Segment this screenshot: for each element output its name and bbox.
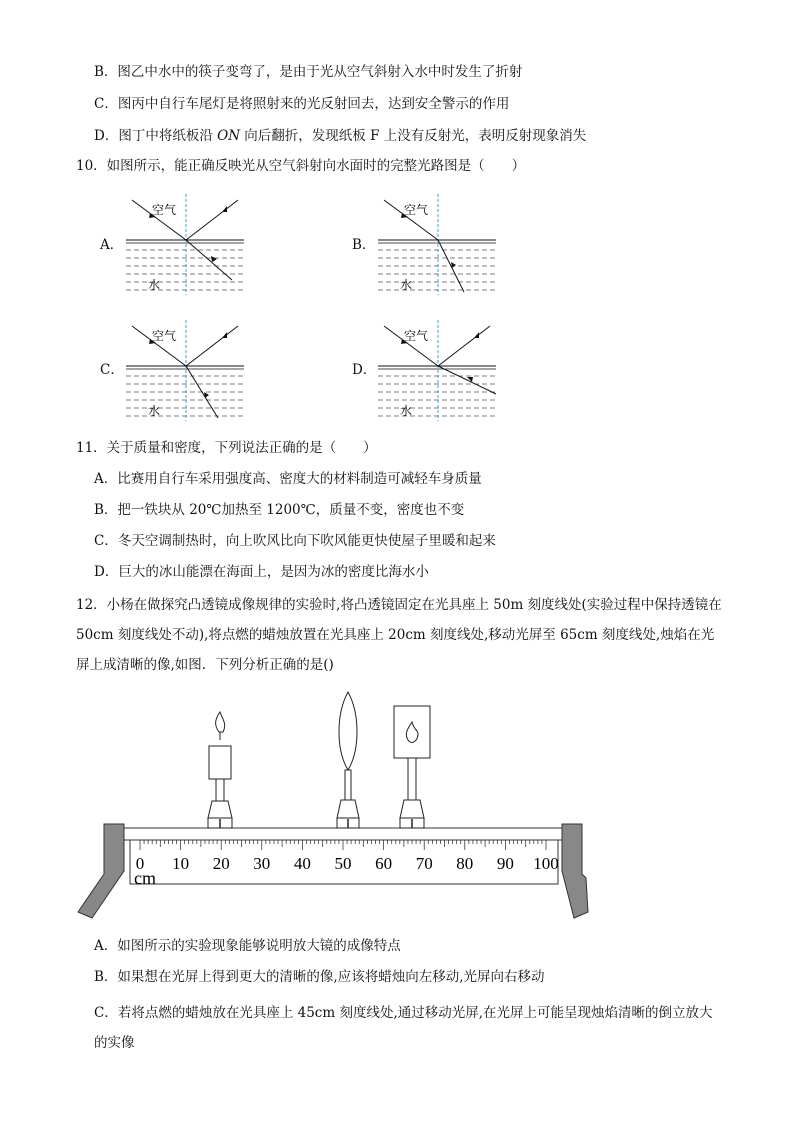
water-label: 水	[148, 404, 161, 418]
q12-option-b: B．如果想在光屏上得到更大的清晰的像,应该将蜡烛向左移动,光屏向右移动	[94, 969, 545, 985]
q10-label-a: A．	[100, 237, 124, 253]
q12-stem: 12．小杨在做探究凸透镜成像规律的实验时,将凸透镜固定在光具座上 50m 刻度线处(实验过程中保持透镜在 50cm 刻度线处不动),将点燃的蜡烛放置在光具座上 20cm 刻度线处,移动光屏至 65cm 刻度线处,烛焰在光屏上成清晰的像,如图．下列分析正确的是()	[76, 597, 722, 673]
q10-diagram-c	[120, 318, 250, 423]
q10-diagram-b	[372, 192, 502, 297]
ruler-tick-label: 70	[415, 854, 433, 873]
q10-label-c: C．	[100, 362, 124, 378]
q10-diagram-d	[372, 318, 502, 423]
ruler-tick-label: 0	[135, 854, 145, 873]
air-label: 空气	[404, 329, 429, 343]
ruler-tick-label: 40	[293, 854, 311, 873]
convex-lens	[337, 692, 359, 828]
ruler-tick-label: 20	[212, 854, 230, 873]
q11-stem: 11．关于质量和密度，下列说法正确的是（ ）	[76, 440, 377, 456]
q9-option-c: C．图丙中自行车尾灯是将照射来的光反射回去，达到安全警示的作用	[94, 96, 510, 112]
reflected-ray	[186, 200, 238, 240]
left-support	[78, 824, 124, 918]
ruler-unit: cm	[134, 868, 156, 888]
ruler-tick-label: 80	[456, 854, 474, 873]
q9-option-b: B．图乙中水中的筷子变弯了，是由于光从空气斜射入水中时发生了折射	[94, 64, 523, 80]
water-dashes	[126, 250, 244, 290]
air-label: 空气	[404, 203, 429, 217]
q10-stem: 10．如图所示，能正确反映光从空气斜射向水面时的完整光路图是（ ）	[76, 158, 526, 174]
q9-option-d: D．图丁中将纸板沿 ON 向后翻折，发现纸板 F 上没有反射光，表明反射现象消失	[94, 128, 587, 144]
bench-rail-top	[124, 828, 562, 840]
air-label: 空气	[152, 329, 177, 343]
ruler-tick-label: 90	[496, 854, 514, 873]
water-label: 水	[400, 278, 413, 292]
q12-option-c: C．若将点燃的蜡烛放在光具座上 45cm 刻度线处,通过移动光屏,在光屏上可能呈现烛焰清晰的倒立放大的实像	[94, 1005, 713, 1051]
q10-label-b: B．	[352, 237, 376, 253]
ruler-tick-label: 10	[172, 854, 190, 873]
ruler-tick-label: 30	[253, 854, 271, 873]
q11-option-d: D．巨大的冰山能漂在海面上，是因为冰的密度比海水小	[94, 564, 429, 580]
light-screen	[394, 706, 430, 828]
ruler-tick-label: 60	[375, 854, 393, 873]
candle	[208, 712, 232, 828]
q10-diagram-a	[120, 192, 250, 297]
q11-option-b: B．把一铁块从 20℃加热至 1200℃，质量不变，密度也不变	[94, 502, 465, 518]
q12-option-a: A．如图所示的实验现象能够说明放大镜的成像特点	[94, 938, 401, 954]
q10-label-d: D．	[352, 362, 377, 378]
optical-bench-diagram	[74, 688, 594, 923]
water-label: 水	[148, 278, 161, 292]
right-support	[562, 824, 588, 918]
ruler-tick-label: 50	[334, 854, 352, 873]
ruler-tick-label: 100	[533, 854, 559, 873]
water-label: 水	[400, 404, 413, 418]
q11-option-c: C．冬天空调制热时，向上吹风比向下吹风能更快使屋子里暖和起来	[94, 533, 496, 549]
q11-option-a: A．比赛用自行车采用强度高、密度大的材料制造可减轻车身质量	[94, 471, 482, 487]
air-label: 空气	[152, 203, 177, 217]
